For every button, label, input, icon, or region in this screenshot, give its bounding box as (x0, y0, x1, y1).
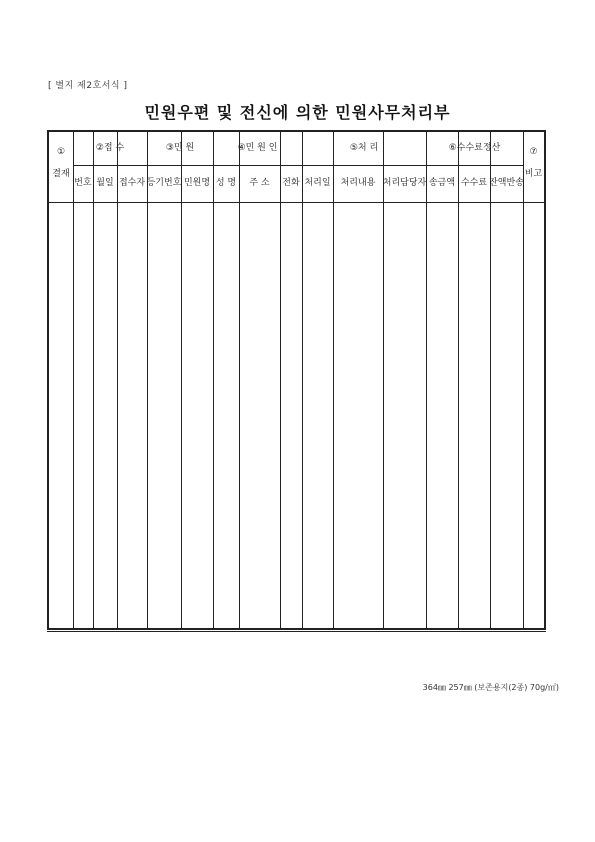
subheader-month-day: 월일 (96, 177, 114, 188)
subheader-address: 주 소 (249, 177, 270, 188)
table-bottom-rule (47, 631, 546, 632)
subheader-number: 번호 (74, 177, 92, 188)
subheader-processing-content: 처리내용 (340, 177, 376, 188)
complaint-header: ③민 원 (165, 142, 195, 153)
page-title: 민원우편 및 전신에 의한 민원사무처리부 (144, 103, 451, 122)
subheader-remittance: 송금액 (428, 177, 456, 188)
subheader-name: 성 명 (215, 177, 237, 188)
subheader-registry-number: 등기번호 (146, 177, 182, 188)
subheader-complaint-name: 민원명 (183, 177, 211, 188)
col7-label: 비고 (524, 169, 543, 180)
paper-spec: 364㎜ 257㎜ (보존용지(2종) 70g/㎡) (422, 683, 559, 692)
header-bottom-line (49, 202, 544, 203)
fee-header: ⑥수수료정산 (448, 142, 501, 153)
subheader-phone: 전화 (282, 177, 300, 188)
subheader-processing-date: 처리일 (304, 177, 331, 188)
reception-header: ②접 수 (95, 142, 125, 153)
col7-number: ⑦ (529, 147, 538, 158)
form-label: [ 별지 제2호서식 ] (48, 81, 128, 91)
subheader-processing-officer: 처리담당자 (382, 177, 427, 188)
subheader-receiver: 접수자 (118, 177, 146, 188)
processing-header: ⑤처 리 (349, 142, 379, 153)
subheader-balance-return: 잔액반송 (489, 177, 524, 188)
col1-number: ① (56, 147, 66, 158)
col1-label: 결재 (52, 169, 70, 180)
record-table (47, 130, 546, 630)
subheader-fee: 수수료 (460, 177, 488, 188)
applicant-header: ④민 원 인 (237, 142, 278, 153)
